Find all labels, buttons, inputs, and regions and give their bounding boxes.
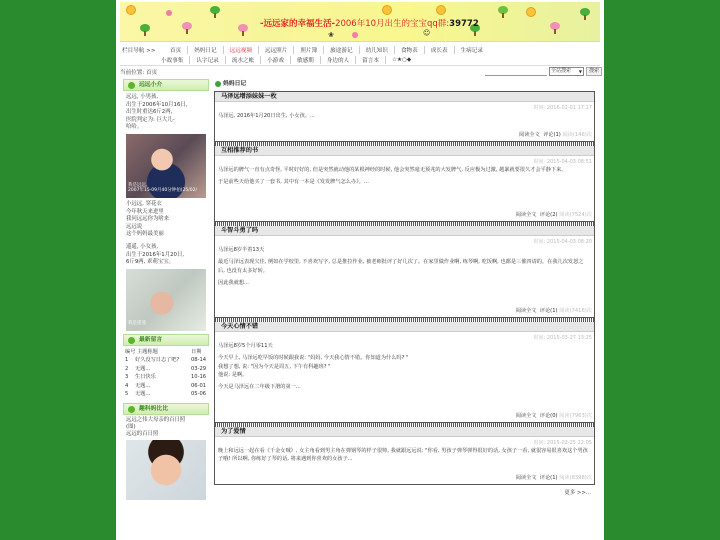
nav-item-games[interactable]: 小游戏 <box>261 56 291 64</box>
post-body: 马泽远, 2016年1月20日出生, 小女孩。... <box>218 113 315 119</box>
page <box>116 0 604 540</box>
nav-item-photos[interactable]: 远远照片 <box>259 46 294 54</box>
read-full-link[interactable]: 阅读全文 <box>515 308 537 314</box>
nav-item-sickness[interactable]: 生病记录 <box>460 47 483 54</box>
post-body: 晚上和远远一起在看《千金女贼》, 女主角看到男主角在弹钢琴的样子很帅, 我就跟远远说: "你看, 男孩子弹琴弹得很好的话, 女孩子一看, 就很容易很喜欢这个男孩子哦! 所以啊, 你练好了琴的话, 将来遇到你喜欢的女孩子... <box>218 448 588 463</box>
separator <box>215 142 594 146</box>
read-full-link[interactable]: 阅读全文 <box>519 132 540 138</box>
diary-post <box>214 91 595 142</box>
more-link[interactable]: 更多 >>... <box>564 490 591 496</box>
post-time: 时间: 2016-02-01 17:17 <box>533 105 592 111</box>
photo-caption: 我是遥遥 <box>128 321 146 327</box>
location-bar <box>120 66 600 78</box>
sun-icon <box>526 7 536 17</box>
nav-item-videos[interactable]: 远远视频 <box>224 46 259 54</box>
nav-item-sensitive-period[interactable]: 敏感期 <box>291 56 321 64</box>
paw-icon: ☺ <box>423 29 431 37</box>
nav-item-albums[interactable]: 照片簿 <box>294 46 324 54</box>
site-banner <box>120 2 600 42</box>
nav-item-knowledge[interactable]: 幼儿知识 <box>360 46 395 54</box>
leaf-icon <box>128 406 135 413</box>
comments-link[interactable]: 评论(1) <box>543 132 561 138</box>
photo-yuanyuan[interactable] <box>126 134 206 198</box>
main-navigation <box>120 43 600 65</box>
nav-item-home[interactable]: 首页 <box>164 46 188 54</box>
diary-section <box>214 79 595 540</box>
flower-icon <box>352 32 358 38</box>
photo-yaoyao[interactable] <box>126 269 206 331</box>
diary-post <box>214 318 595 423</box>
post-time: 时间: 2015-04-03 08:20 <box>533 239 592 245</box>
nav-item-characters[interactable]: 认字记录 <box>190 56 225 64</box>
intro-yaoyao: 遥遥, 小女孩, 出生于2016年1月20日, 6斤9两, 乖萌宝宝。 <box>126 243 185 266</box>
post-footer <box>516 211 592 218</box>
search-scope-select[interactable]: 全站搜索 ▼ <box>551 68 582 74</box>
nav-item-guestbook[interactable]: 留言本 <box>356 56 386 64</box>
banner-title: -远远家的幸福生活-2006年10月出生的宝宝qq群:39772 <box>260 19 479 29</box>
tree-icon <box>210 6 220 18</box>
tree-icon <box>580 8 590 20</box>
tree-icon <box>550 22 560 34</box>
post-title[interactable]: 马泽远增添妹妹一枚 <box>215 92 594 102</box>
paw-icon: ❀ <box>328 31 334 39</box>
diary-post <box>214 142 595 222</box>
read-count: 阅读(146)次 <box>562 132 592 138</box>
table-row[interactable]: 3 生日快乐 10-16 <box>125 374 207 381</box>
nav-item-growth[interactable]: 成长表 <box>425 46 455 54</box>
diary-post <box>214 222 595 318</box>
sidebar-heading-messages: 最新留言 <box>123 334 209 346</box>
leaf-icon <box>215 81 221 87</box>
diary-post <box>214 423 595 485</box>
table-row[interactable]: 1 好久没写日志了吧? 08-14 <box>125 357 207 364</box>
photo-100-day[interactable] <box>126 440 206 500</box>
table-row[interactable]: 2 无题... 03-29 <box>125 365 207 372</box>
read-full-link[interactable]: 阅读全文 <box>515 413 537 419</box>
sidebar-heading-intro: 远远小介 <box>123 79 209 91</box>
nav-row-2 <box>155 54 417 65</box>
leaf-icon <box>128 82 135 89</box>
nav-item-people[interactable]: 身边的人 <box>321 56 356 64</box>
read-count: 阅读(8398)次 <box>559 475 592 481</box>
sun-icon <box>382 5 392 15</box>
read-count: 阅读(7524)次 <box>559 212 592 218</box>
nav-item-mom-diary[interactable]: 妈妈日记 <box>188 46 223 54</box>
post-body: 马泽远8岁5个月零11天 今天早上, 马泽远吃早饭的时候跟我说: "妈妈, 今天我心情不错。你知道为什么吗? " 我想了想, 说: "因为今天是周五, 下午有科趣班? " 他说: 是啊。 今天是马泽远在二年级下册的第一... <box>218 343 409 391</box>
sidebar-heading-compare: 趣科妈比比 <box>123 403 209 415</box>
table-row[interactable]: 4 无题... 06-01 <box>125 382 207 389</box>
separator <box>215 423 594 427</box>
post-footer <box>516 474 592 481</box>
comments-link[interactable]: 评论(1) <box>539 308 558 314</box>
comments-link[interactable]: 评论(0) <box>539 413 558 419</box>
post-footer <box>519 131 592 138</box>
post-body: 马泽远8岁半着13天 最近马泽远表现欠佳, 例如在学校里, 不喜欢写字, 总是推拉作业, 被老师批评了好几次了。在家里做作业啊, 练琴啊, 吃饭啊, 也都是三催四请的。在我几次发怒之后, 也没有太多好转。 因此我就想... <box>218 247 584 286</box>
search-input[interactable] <box>485 74 547 76</box>
intro-text: 远远, 小男孩, 出生于2006年10月16日, 出生时重达6斤2两, 医院判定为: 巨大儿- 哈哈。 <box>126 94 188 131</box>
post-body: 马泽远的脾气一直有点奇怪, 平时好好的, 但是突然就动他的某根神经的时候, 他会突然毫无预兆的大发脾气, 反应极为过激, 越暴就要很久才会平静下来。 于是前些天给他买了一套书, 其中有一本是《发发脾气怎么办》。... <box>218 167 567 186</box>
chevron-down-icon: ▼ <box>578 69 582 74</box>
comments-link[interactable]: 评论(1) <box>539 475 558 481</box>
post-footer <box>516 412 592 419</box>
messages-table <box>123 348 209 399</box>
nav-item-travel[interactable]: 旅途游记 <box>324 46 359 54</box>
read-count: 阅读(7416)次 <box>559 308 592 314</box>
tree-icon <box>498 6 508 18</box>
sidebar <box>123 79 209 540</box>
table-row[interactable]: 5 无题... 05-06 <box>125 391 207 398</box>
intro-poem: 小远远, 穿花衣 今年秋天来进里 我问远远你为啥来 远远说 这个妈妈最美丽 <box>126 200 170 238</box>
tree-icon <box>238 24 248 36</box>
compare-text: 远远之伟大母亲的百日照 (图) 远远的百日照 <box>126 416 186 438</box>
search-button[interactable]: 搜索 <box>586 67 602 76</box>
post-time: 时间: 2015-02-25 22:05 <box>533 440 592 446</box>
nav-item-ledger[interactable]: 流水之帐 <box>226 56 261 64</box>
post-time: 时间: 2015-03-27 13:25 <box>533 335 592 341</box>
read-full-link[interactable]: 阅读全文 <box>515 212 537 218</box>
section-heading: 妈妈日记 <box>214 79 595 89</box>
read-full-link[interactable]: 阅读全文 <box>515 475 537 481</box>
read-count: 阅读(7963)次 <box>559 413 592 419</box>
comments-link[interactable]: 评论(2) <box>539 212 558 218</box>
photo-caption: 我是远远, 2007年15-09月40分钟拍(25/02/ <box>128 182 197 194</box>
nav-decoration: ☆★○◆ <box>391 56 412 63</box>
post-title[interactable]: 互相推荐的书 <box>215 146 594 156</box>
post-title[interactable]: 为了爱情 <box>215 427 594 437</box>
nav-item-stories[interactable]: 小故事集 <box>155 56 190 64</box>
flower-icon <box>166 10 172 16</box>
sun-icon <box>126 5 136 15</box>
post-title[interactable]: 斗智斗勇了吗 <box>215 226 594 236</box>
tree-icon <box>182 22 192 34</box>
nav-item-food[interactable]: 食物表 <box>395 46 425 54</box>
sun-icon <box>436 5 446 15</box>
leaf-icon <box>128 337 135 344</box>
nav-lead: 栏目导航 >> <box>122 47 156 54</box>
table-header: 编号 主题称题 日期 <box>125 348 202 355</box>
breadcrumb: 当前位置: 首页 <box>120 70 158 76</box>
tree-icon <box>140 24 150 36</box>
separator <box>215 318 594 322</box>
separator <box>215 222 594 226</box>
post-title[interactable]: 今天心情不错 <box>215 322 594 332</box>
post-time: 时间: 2015-04-03 08:51 <box>533 159 592 165</box>
post-footer <box>516 307 592 314</box>
